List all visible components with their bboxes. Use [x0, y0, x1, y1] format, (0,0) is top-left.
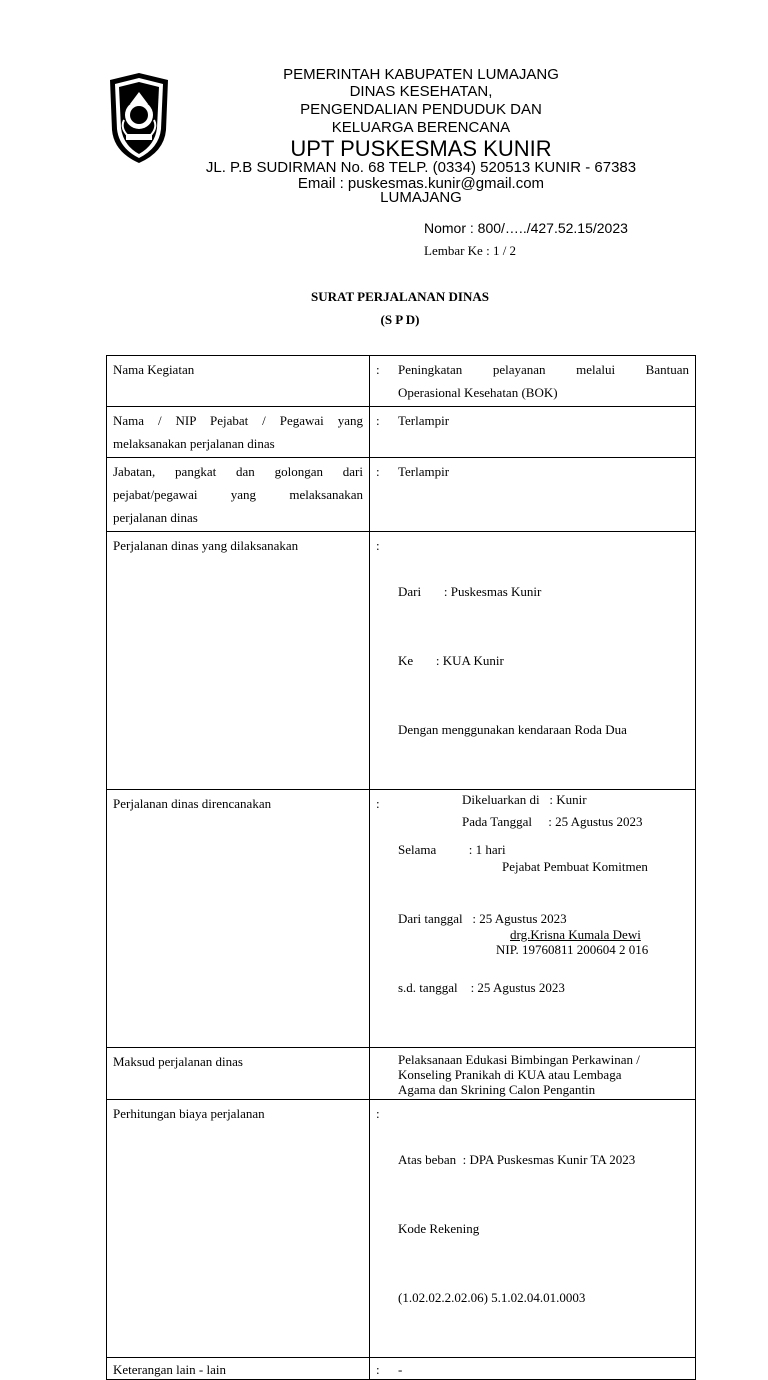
row-separator: :	[370, 790, 393, 1048]
row-value	[392, 532, 696, 790]
document-subtitle: (S P D)	[380, 312, 420, 327]
row-value	[392, 356, 696, 407]
value-line: s.d. tanggal : 25 Agustus 2023	[398, 980, 565, 995]
row-value: -	[392, 1358, 696, 1380]
label-line: melaksanakan perjalanan dinas	[113, 436, 275, 451]
header-city: LUMAJANG	[380, 189, 462, 206]
value-line: Ke : KUA Kunir	[398, 653, 504, 668]
label-line: perjalanan dinas	[113, 510, 198, 525]
value-line: Operasional Kesehatan (BOK)	[398, 385, 558, 400]
value-line: Dari : Puskesmas Kunir	[398, 584, 542, 599]
row-separator: :	[370, 1100, 393, 1358]
header-department: DINAS KESEHATAN,	[349, 83, 493, 100]
value-line: Atas beban : DPA Puskesmas Kunir TA 2023	[398, 1152, 636, 1167]
value-line: Pelaksanaan Edukasi Bimbingan Perkawinan /	[398, 1052, 640, 1067]
row-separator: :	[370, 407, 393, 458]
row-label: Perjalanan dinas direncanakan	[107, 790, 370, 1048]
value-line: Konseling Pranikah di KUA atau Lembaga	[398, 1067, 622, 1082]
table-row	[107, 1048, 696, 1100]
header-department-2: PENGENDALIAN PENDUDUK DAN	[300, 101, 542, 118]
header-address: JL. P.B SUDIRMAN No. 68 TELP. (0334) 520513 KUNIR - 67383	[205, 159, 637, 176]
table-row	[107, 407, 696, 458]
row-label: Perjalanan dinas yang dilaksanakan	[107, 532, 370, 790]
row-value	[392, 1048, 696, 1100]
row-label	[107, 458, 370, 532]
letter-number: Nomor : 800/…../427.52.15/2023	[424, 220, 628, 236]
row-label	[107, 407, 370, 458]
table-row	[107, 1100, 696, 1358]
row-value: Terlampir	[392, 407, 696, 458]
value-line: Dari tanggal : 25 Agustus 2023	[398, 911, 567, 926]
row-separator: :	[370, 356, 393, 407]
row-separator: :	[370, 1358, 393, 1380]
row-separator: :	[370, 458, 393, 532]
value-line: Agama dan Skrining Calon Pengantin	[398, 1082, 596, 1097]
signatory-name: drg.Krisna Kumala Dewi	[510, 927, 641, 942]
document-title: SURAT PERJALANAN DINAS	[311, 289, 489, 304]
signatory-position: Pejabat Pembuat Komitmen	[502, 859, 648, 874]
header-title: UPT PUSKESMAS KUNIR	[290, 136, 552, 161]
row-label: Perhitungan biaya perjalanan	[107, 1100, 370, 1358]
issued-date: Pada Tanggal : 25 Agustus 2023	[462, 814, 643, 829]
table-row	[107, 356, 696, 407]
signatory-nip: NIP. 19760811 200604 2 016	[496, 942, 649, 957]
label-line: pejabat/pegawai yang melaksanakan	[113, 487, 363, 502]
row-separator: :	[370, 532, 393, 790]
value-line: Dengan menggunakan kendaraan Roda Dua	[398, 722, 627, 737]
value-line: Selama : 1 hari	[398, 842, 506, 857]
row-label: Nama Kegiatan	[107, 356, 370, 407]
table-row	[107, 458, 696, 532]
sheet-number: Lembar Ke : 1 / 2	[424, 243, 517, 258]
label-line: Nama / NIP Pejabat / Pegawai yang	[113, 413, 363, 428]
row-value: Terlampir	[392, 458, 696, 532]
row-value	[392, 1100, 696, 1358]
table-row	[107, 1358, 696, 1380]
row-separator	[370, 1048, 393, 1100]
row-label: Keterangan lain - lain	[107, 1358, 370, 1380]
label-line: Jabatan, pangkat dan golongan dari	[113, 464, 363, 479]
issued-place: Dikeluarkan di : Kunir	[462, 792, 587, 807]
value-line: Kode Rekening	[398, 1221, 480, 1236]
header-email: Email : puskesmas.kunir@gmail.com	[297, 175, 545, 192]
value-line: Peningkatan pelayanan melalui Bantuan	[398, 362, 689, 377]
row-label: Maksud perjalanan dinas	[107, 1048, 370, 1100]
header-government: PEMERINTAH KABUPATEN LUMAJANG	[283, 66, 559, 83]
value-line: (1.02.02.2.02.06) 5.1.02.04.01.0003	[398, 1290, 586, 1305]
table-row	[107, 532, 696, 790]
header-department-3: KELUARGA BERENCANA	[331, 119, 511, 136]
